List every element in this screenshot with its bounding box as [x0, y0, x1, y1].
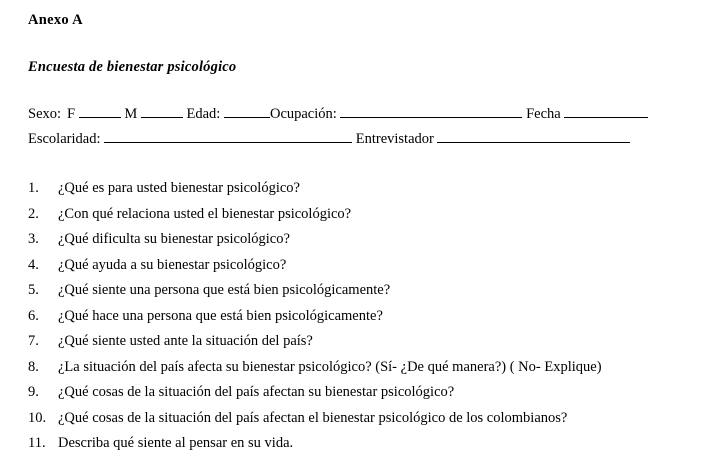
questions-list: [28, 176, 702, 457]
question-text: ¿Qué ayuda a su bienestar psicológico?: [58, 256, 287, 273]
question-text: ¿Qué cosas de la situación del país afectan el bienestar psicológico de los colombianos?: [58, 409, 568, 426]
question-number: 2.: [28, 205, 39, 222]
question-number: 4.: [28, 256, 39, 273]
edad-label: Edad:: [186, 106, 221, 122]
question-text: ¿Qué dificulta su bienestar psicológico?: [58, 231, 290, 247]
question-text: ¿Con qué relaciona usted el bienestar psicológico?: [58, 205, 352, 222]
question-number: 10.: [28, 409, 47, 426]
question-item: [28, 304, 702, 330]
question-number: 9.: [28, 384, 39, 400]
escolaridad-label: Escolaridad:: [28, 131, 101, 147]
question-item: [28, 380, 702, 406]
edad-blank[interactable]: [224, 104, 270, 118]
question-text: Describa qué siente al pensar en su vida.: [58, 435, 294, 451]
question-text: ¿Qué siente usted ante la situación del país?: [58, 333, 313, 349]
question-item: [28, 278, 702, 304]
fecha-label: Fecha: [526, 106, 561, 122]
question-item: [28, 202, 702, 228]
respondent-fields: [28, 104, 702, 150]
ocupacion-blank[interactable]: [340, 104, 522, 118]
annex-title: Anexo A: [28, 12, 83, 28]
question-number: 8.: [28, 358, 39, 375]
question-item: [28, 253, 702, 279]
escolaridad-blank[interactable]: [104, 129, 352, 143]
question-number: 6.: [28, 307, 39, 324]
question-number: 11.: [28, 435, 46, 451]
question-item: [28, 406, 702, 432]
sexo-label: Sexo:: [28, 106, 62, 122]
entrevistador-blank[interactable]: [437, 129, 630, 143]
sexo-m-blank[interactable]: [141, 104, 183, 118]
question-text: ¿Qué es para usted bienestar psicológico?: [58, 180, 300, 196]
sexo-f-label: F: [67, 106, 76, 122]
entrevistador-label: Entrevistador: [355, 131, 434, 147]
question-text: ¿Qué hace una persona que está bien psicológicamente?: [58, 307, 383, 324]
question-text: ¿La situación del país afecta su bienestar psicológico? (Sí- ¿De qué manera?) ( No- Explique): [58, 358, 602, 375]
question-item: [28, 329, 702, 355]
question-item: [28, 431, 702, 457]
question-number: 1.: [28, 180, 39, 196]
question-text: ¿Qué cosas de la situación del país afectan su bienestar psicológico?: [58, 384, 455, 400]
fecha-blank[interactable]: [564, 104, 648, 118]
sexo-f-blank[interactable]: [79, 104, 121, 118]
question-number: 7.: [28, 333, 39, 349]
sexo-m-label: M: [124, 106, 138, 122]
question-number: 3.: [28, 231, 39, 247]
question-item: [28, 227, 702, 253]
survey-title: Encuesta de bienestar psicológico: [28, 59, 237, 75]
question-item: [28, 176, 702, 202]
field-line-first: [28, 104, 702, 125]
ocupacion-label: Ocupación:: [269, 106, 337, 122]
field-line-second: [28, 129, 702, 150]
question-number: 5.: [28, 282, 39, 298]
question-text: ¿Qué siente una persona que está bien psicológicamente?: [58, 282, 391, 298]
question-item: [28, 355, 702, 381]
